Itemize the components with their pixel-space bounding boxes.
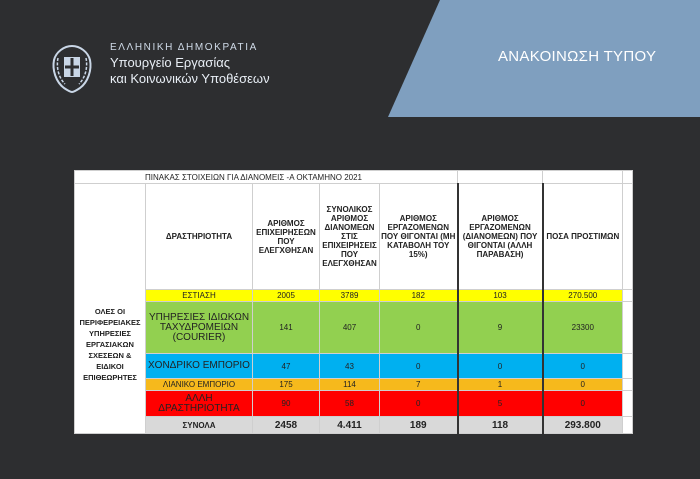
- table-row: ΧΟΝΔΡΙΚΟ ΕΜΠΟΡΙΟ 47 43 0 0 0: [75, 354, 633, 379]
- header-affected-other: ΑΡΙΘΜΟΣ ΕΡΓΑΖΟΜΕΝΩΝ (ΔΙΑΝΟΜΕΩΝ) ΠΟΥ ΘΙΓΟΝΤΑΙ (ΑΛΛΗ ΠΑΡΑΒΑΣΗ): [458, 184, 543, 290]
- table-row: ΛΙΑΝΙΚΟ ΕΜΠΟΡΙΟ 175 114 7 1 0: [75, 379, 633, 391]
- header-fines: ΠΟΣΑ ΠΡΟΣΤΙΜΩΝ: [543, 184, 623, 290]
- table-title-row: [75, 171, 633, 184]
- country-name: ΕΛΛΗΝΙΚΗ ΔΗΜΟΚΡΑΤΙΑ: [110, 42, 258, 53]
- table-row: ΕΣΤΙΑΣΗ 2005 3789 182 103 270.500: [75, 290, 633, 302]
- table-row: ΥΠΗΡΕΣΙΕΣ ΙΔΙΩΚΩΝ ΤΑΧΥΔΡΟΜΕΙΩΝ (COURIER) 141 407 0 9 23300: [75, 302, 633, 354]
- ministry-line-2: και Κοινωνικών Υποθέσεων: [110, 71, 270, 86]
- header-distributors: ΣΥΝΟΛΙΚΟΣ ΑΡΙΘΜΟΣ ΔΙΑΝΟΜΕΩΝ ΣΤΙΣ ΕΠΙΧΕΙΡΗΣΕΙΣ ΠΟΥ ΕΛΕΓΧΘΗΣΑΝ: [320, 184, 380, 290]
- table-header-row: [75, 184, 633, 290]
- distributors-table: [74, 170, 633, 434]
- table-row: ΑΛΛΗ ΔΡΑΣΤΗΡΙΟΤΗΤΑ 90 58 0 5 0: [75, 391, 633, 417]
- header-companies: ΑΡΙΘΜΟΣ ΕΠΙΧΕΙΡΗΣΕΩΝ ΠΟΥ ΕΛΕΓΧΘΗΣΑΝ: [253, 184, 320, 290]
- greek-emblem-icon: [50, 44, 94, 94]
- table-title: ΠΙΝΑΚΑΣ ΣΤΟΙΧΕΙΩΝ ΓΙΑ ΔΙΑΝΟΜΕΙΣ -Α ΟΚΤΑΜΗΝΟ 2021: [75, 171, 458, 184]
- header-affected-15: ΑΡΙΘΜΟΣ ΕΡΓΑΖΟΜΕΝΩΝ ΠΟΥ ΘΙΓΟΝΤΑΙ (ΜΗ ΚΑΤΑΒΟΛΗ ΤΟΥ 15%): [380, 184, 458, 290]
- ministry-line-1: Υπουργείο Εργασίας: [110, 55, 230, 70]
- ministry-name: [110, 42, 270, 86]
- press-release-title: ΑΝΑΚΟΙΝΩΣΗ ΤΥΠΟΥ: [498, 48, 657, 65]
- header-activity: ΔΡΑΣΤΗΡΙΟΤΗΤΑ: [146, 184, 253, 290]
- totals-row: ΣΥΝΟΛΑ 2458 4.411 189 118 293.800: [75, 417, 633, 434]
- side-label: ΟΛΕΣ ΟΙ ΠΕΡΙΦΕΡΕΙΑΚΕΣ ΥΠΗΡΕΣΙΕΣ ΕΡΓΑΣΙΑΚΩΝ ΣΧΕΣΕΩΝ & ΕΙΔΙΚΟΙ ΕΠΙΘΕΩΡΗΤΕΣ: [75, 184, 146, 434]
